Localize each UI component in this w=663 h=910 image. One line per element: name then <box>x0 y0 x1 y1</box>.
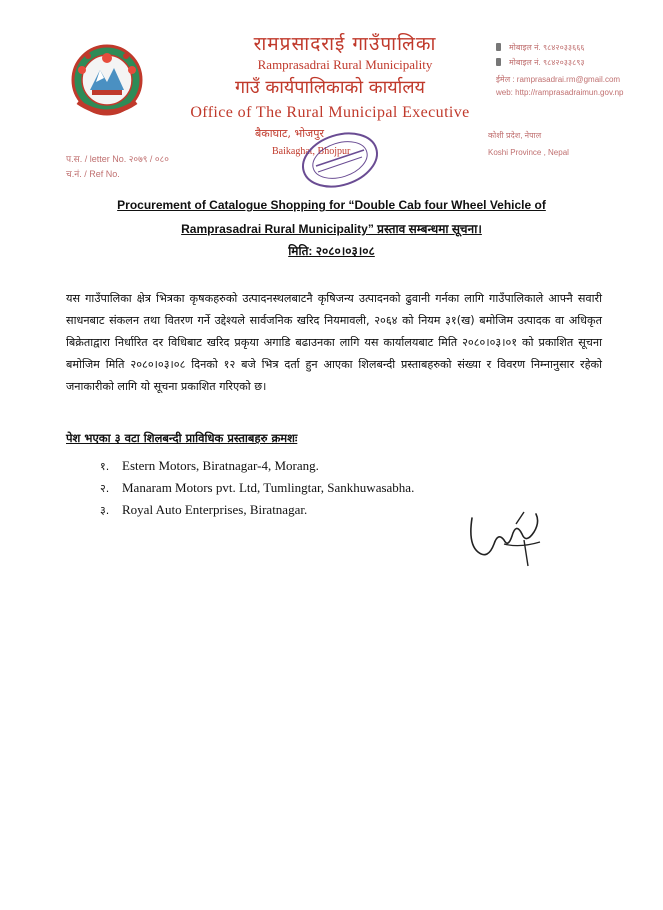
notice-title-line-2: Ramprasadrai Rural Municipality” प्रस्ताव सम्बन्धमा सूचना। <box>181 222 482 236</box>
municipality-name-nepali: रामप्रसादराई गाउँपालिका <box>253 33 437 55</box>
list-item: ३. Royal Auto Enterprises, Biratnagar. <box>100 502 308 517</box>
notice-title-line-1: Procurement of Catalogue Shopping for “Double Cab four Wheel Vehicle of <box>117 198 546 212</box>
letter-number: प.स. / letter No. २०७९ / ०८० <box>66 154 169 164</box>
notice-body-paragraph: यस गाउँपालिका क्षेत्र भित्रका कृषकहरुको उत्पादनस्थलबाटनै कृषिजन्य उत्पादनको ढुवानी गर्नका लागि गाउँपालिकाले आफ्नै सवारी साधनबाट संकलन तथा वितरण गर्ने उद्देश्यले सार्वजनिक खरिद नियमावली, २०६४ को नियम ३१(ख) बमोजिम उत्पादक वा अधिकृत बिक्रेताद्वारा निर्धारित दर विधिबाट खरिद प्रकृया अगाडि बढाउनका लागि यस कार्यालयबाट मिति २०८०।०३।०१ को प्रकाशित सूचना बमोजिम मिति २०८०।०३।०८ दिनको १२ बजे भित्र दर्ता हुन आएका शिलबन्दी प्रस्ताबहरुको संख्या र विवरण निम्नानुसार रहेको जनाकारीको लागि यो सूचना प्रकाशित गरिएको छ। <box>66 292 602 393</box>
reference-number: च.नं. / Ref No. <box>66 169 120 179</box>
notice-date: मिति: २०८०।०३।०८ <box>288 244 375 258</box>
office-name-english: Office of The Rural Municipal Executive <box>190 104 470 121</box>
office-stamp-icon <box>294 130 386 190</box>
province-nepali: कोशी प्रदेश, नेपाल <box>488 131 542 140</box>
phone-icon <box>496 43 501 51</box>
proposal-list <box>100 455 414 521</box>
municipality-name-english: Ramprasadrai Rural Municipality <box>257 57 433 72</box>
office-name-nepali: गाउँ कार्यपालिकाको कार्यालय <box>235 77 425 98</box>
contact-email: ईमेल : ramprasadrai.rm@gmail.com <box>496 75 621 84</box>
province-english: Koshi Province , Nepal <box>488 148 569 157</box>
proposal-list-heading: पेश भएका ३ वटा शिलबन्दी प्राविधिक प्रस्ताबहरु क्रमशः <box>66 431 298 445</box>
office-place-english: Baikaghat, Bhojpur <box>272 146 351 157</box>
list-item: २. Manaram Motors pvt. Ltd, Tumlingtar, Sankhuwasabha. <box>100 480 415 495</box>
notice-body <box>66 288 602 398</box>
signature-icon <box>464 504 546 576</box>
contact-phone-2: मोबाइल नं. ९८४२०३३८९३ <box>496 57 585 68</box>
office-place-nepali: बैकाघाट, भोजपुर <box>255 127 324 140</box>
contact-website: web: http://ramprasadraimun.gov.np <box>496 88 624 97</box>
phone-icon <box>496 58 501 66</box>
municipality-emblem-icon <box>68 40 146 118</box>
list-item: १. Estern Motors, Biratnagar-4, Morang. <box>100 458 319 473</box>
contact-phone-1: मोबाइल नं. ९८४२०३३६६६ <box>496 42 585 53</box>
